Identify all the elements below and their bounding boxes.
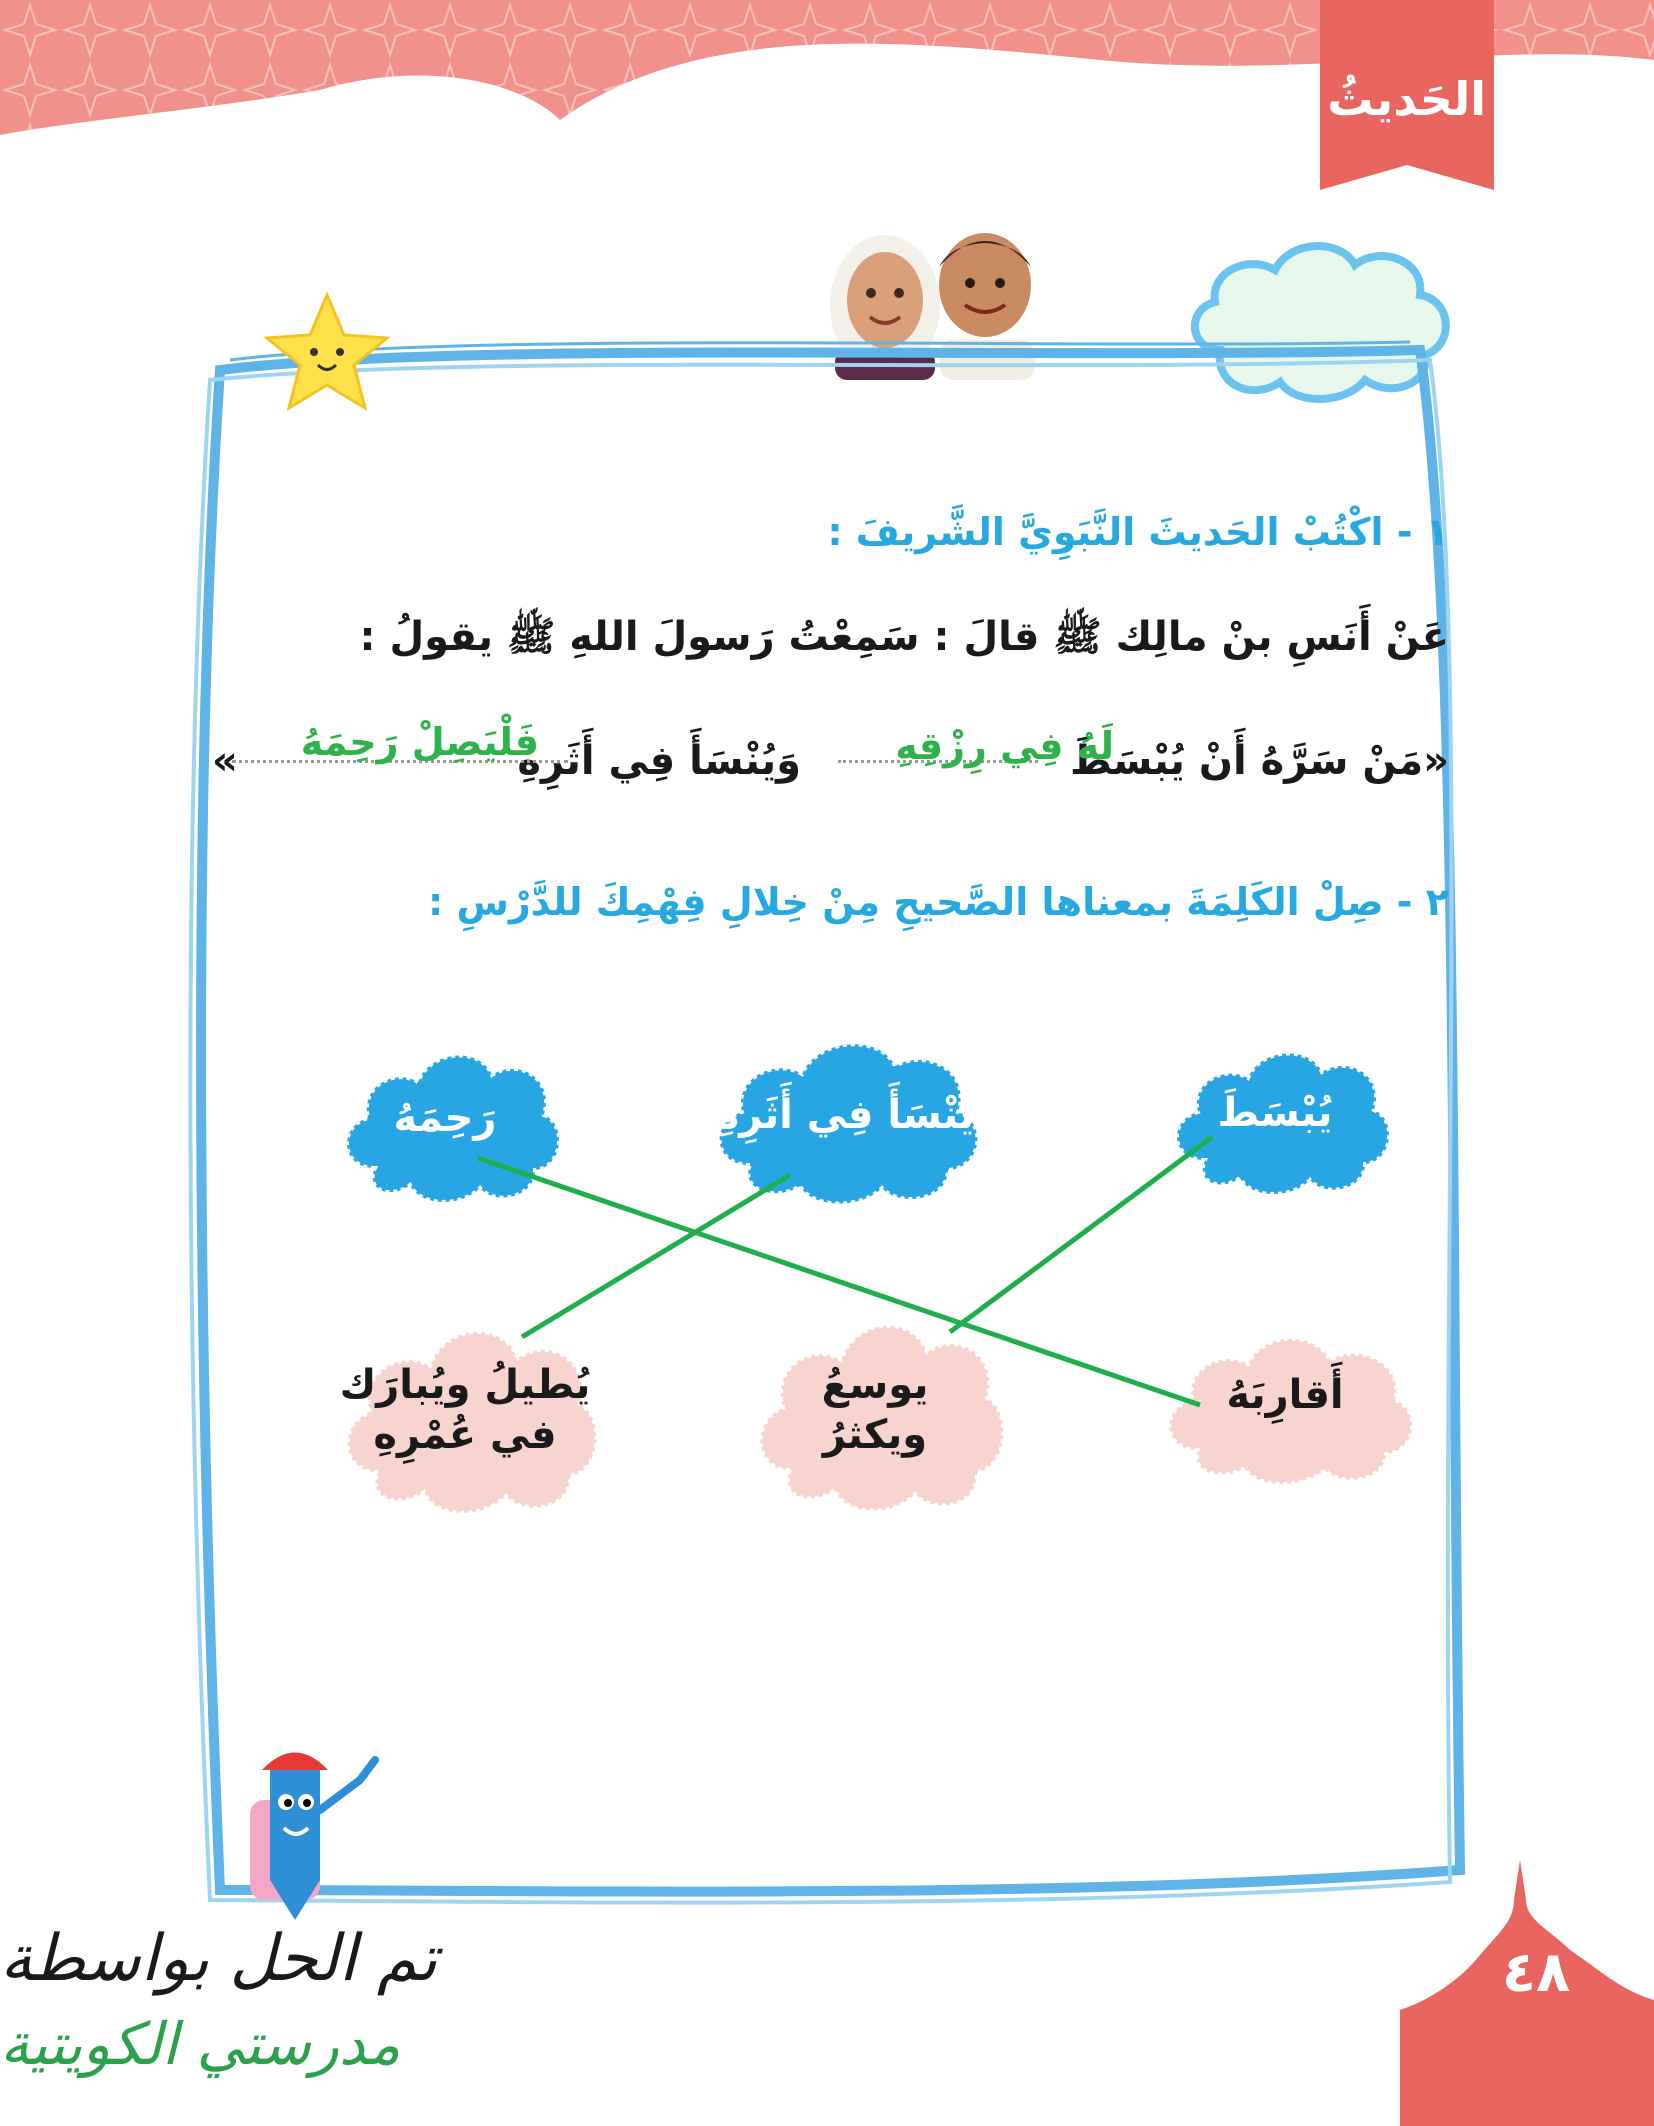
match-line-yubsat-yusi bbox=[950, 1137, 1212, 1332]
pencil-mascot-icon bbox=[210, 1740, 390, 1940]
word-cloud-3-text: رَحِمَهُ bbox=[393, 1095, 497, 1141]
word-cloud-1-text: يُبْسَطَ bbox=[1217, 1090, 1333, 1136]
hadith-close-text: » bbox=[212, 738, 238, 784]
question1-title: ١ - اكْتُبْ الحَديثَ النَّبَوِيَّ الشَّريفَ : bbox=[827, 510, 1449, 554]
question2-title: ٢ - صِلْ الكَلِمَةَ بمعناها الصَّحيحِ مِنْ خِلالِ فِهْمِكَ للدَّرْسِ : bbox=[428, 880, 1449, 924]
answer2-text: فَلْيَصِلْ رَحِمَهُ bbox=[300, 720, 539, 764]
word-cloud-2-text: يُنْسَأَ فِي أَثَرِهِ bbox=[715, 1092, 975, 1138]
answer1-text: لَهُ فِي رِزْقِهِ bbox=[895, 724, 1114, 768]
meaning-cloud-2-text: يوسعُ ويكثرُ bbox=[821, 1362, 929, 1458]
hadith-mid-text: وَيُنْسَأَ فِي أَثَرِهِ bbox=[517, 738, 801, 784]
hadith-narration: عَنْ أَنَسِ بنْ مالِك ﷺ قالَ : سَمِعْتُ رَسولَ اللهِ ﷺ يقولُ : bbox=[359, 614, 1449, 660]
match-line-yunsa-yutil bbox=[522, 1175, 790, 1337]
watermark-line1: تم الحل بواسطة bbox=[0, 1922, 438, 1996]
watermark-line2: مدرستي الكويتية bbox=[0, 2010, 401, 2078]
match-line-rahimahu-aqaribahu bbox=[478, 1158, 1200, 1405]
hadith-open-text: «مَنْ سَرَّهُ أَنْ يُبْسَطَ bbox=[1070, 738, 1449, 784]
page-number: ٤٨ bbox=[1501, 1940, 1571, 2005]
meaning-cloud-1-text: أَقارِبَهُ bbox=[1226, 1372, 1344, 1418]
meaning-cloud-3-text: يُطيلُ ويُبارَك في عُمْرِهِ bbox=[339, 1362, 591, 1458]
section-title: الحَديثُ bbox=[1327, 72, 1486, 126]
